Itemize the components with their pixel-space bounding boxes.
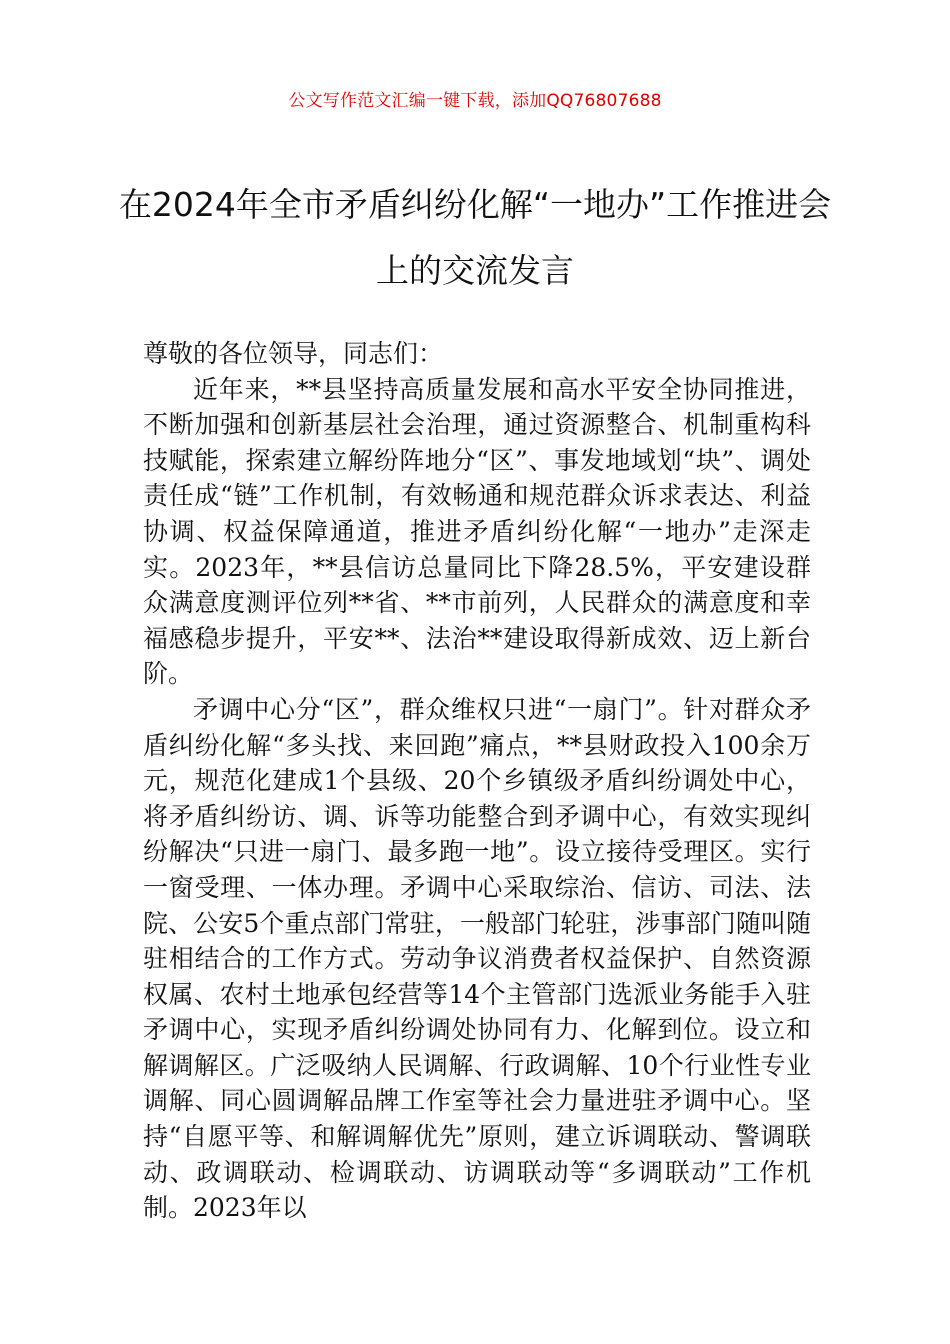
salutation: 尊敬的各位领导，同志们： [143, 339, 444, 368]
paragraph: 矛调中心分“区”，群众维权只进“一扇门”。针对群众矛盾纠纷化解“多头找、来回跑”痛点，**县财政投入100余万元，规范化建成1个县级、20个乡镇级矛盾纠纷调处中心，将矛盾纠纷访、调、诉等功能整合到矛调中心，有效实现纠纷解决“只进一扇门、最多跑一地”。设立接待受理区。实行一窗受理、一体办理。矛调中心采取综治、信访、司法、法院、公安5个重点部门常驻，一般部门轮驻，涉事部门随叫随驻相结合的工作方式。劳动争议消费者权益保护、自然资源权属、农村土地承包经营等14个主管部门选派业务能手入驻矛调中心，实现矛盾纠纷调处协同有力、化解到位。设立和解调解区。广泛吸纳人民调解、行政调解、10个行业性专业调解、同心圆调解品牌工作室等社会力量进驻矛调中心。坚持“自愿平等、和解调解优先”原则，建立诉调联动、警调联动、政调联动、检调联动、访调联动等“多调联动”工作机制。2023年以 [143, 694, 811, 1223]
document-title: 在2024年全市矛盾纠纷化解“一地办”工作推进会上的交流发言 [118, 185, 832, 290]
header-download-note: 公文写作范文汇编一键下载，添加QQ76807688 [288, 91, 662, 111]
paragraph: 近年来，**县坚持高质量发展和高水平安全协同推进，不断加强和创新基层社会治理，通过资源整合、机制重构科技赋能，探索建立解纷阵地分“区”、事发地域划“块”、调处责任成“链”工作机制，有效畅通和规范群众诉求表达、利益协调、权益保障通道，推进矛盾纠纷化解“一地办”走深走实。2023年，**县信访总量同比下降28.5%，平安建设群众满意度测评位列**省、**市前列，人民群众的满意度和幸福感稳步提升，平安**、法治**建设取得新成效、迈上新台阶。 [143, 374, 811, 689]
document-body [143, 336, 811, 1226]
